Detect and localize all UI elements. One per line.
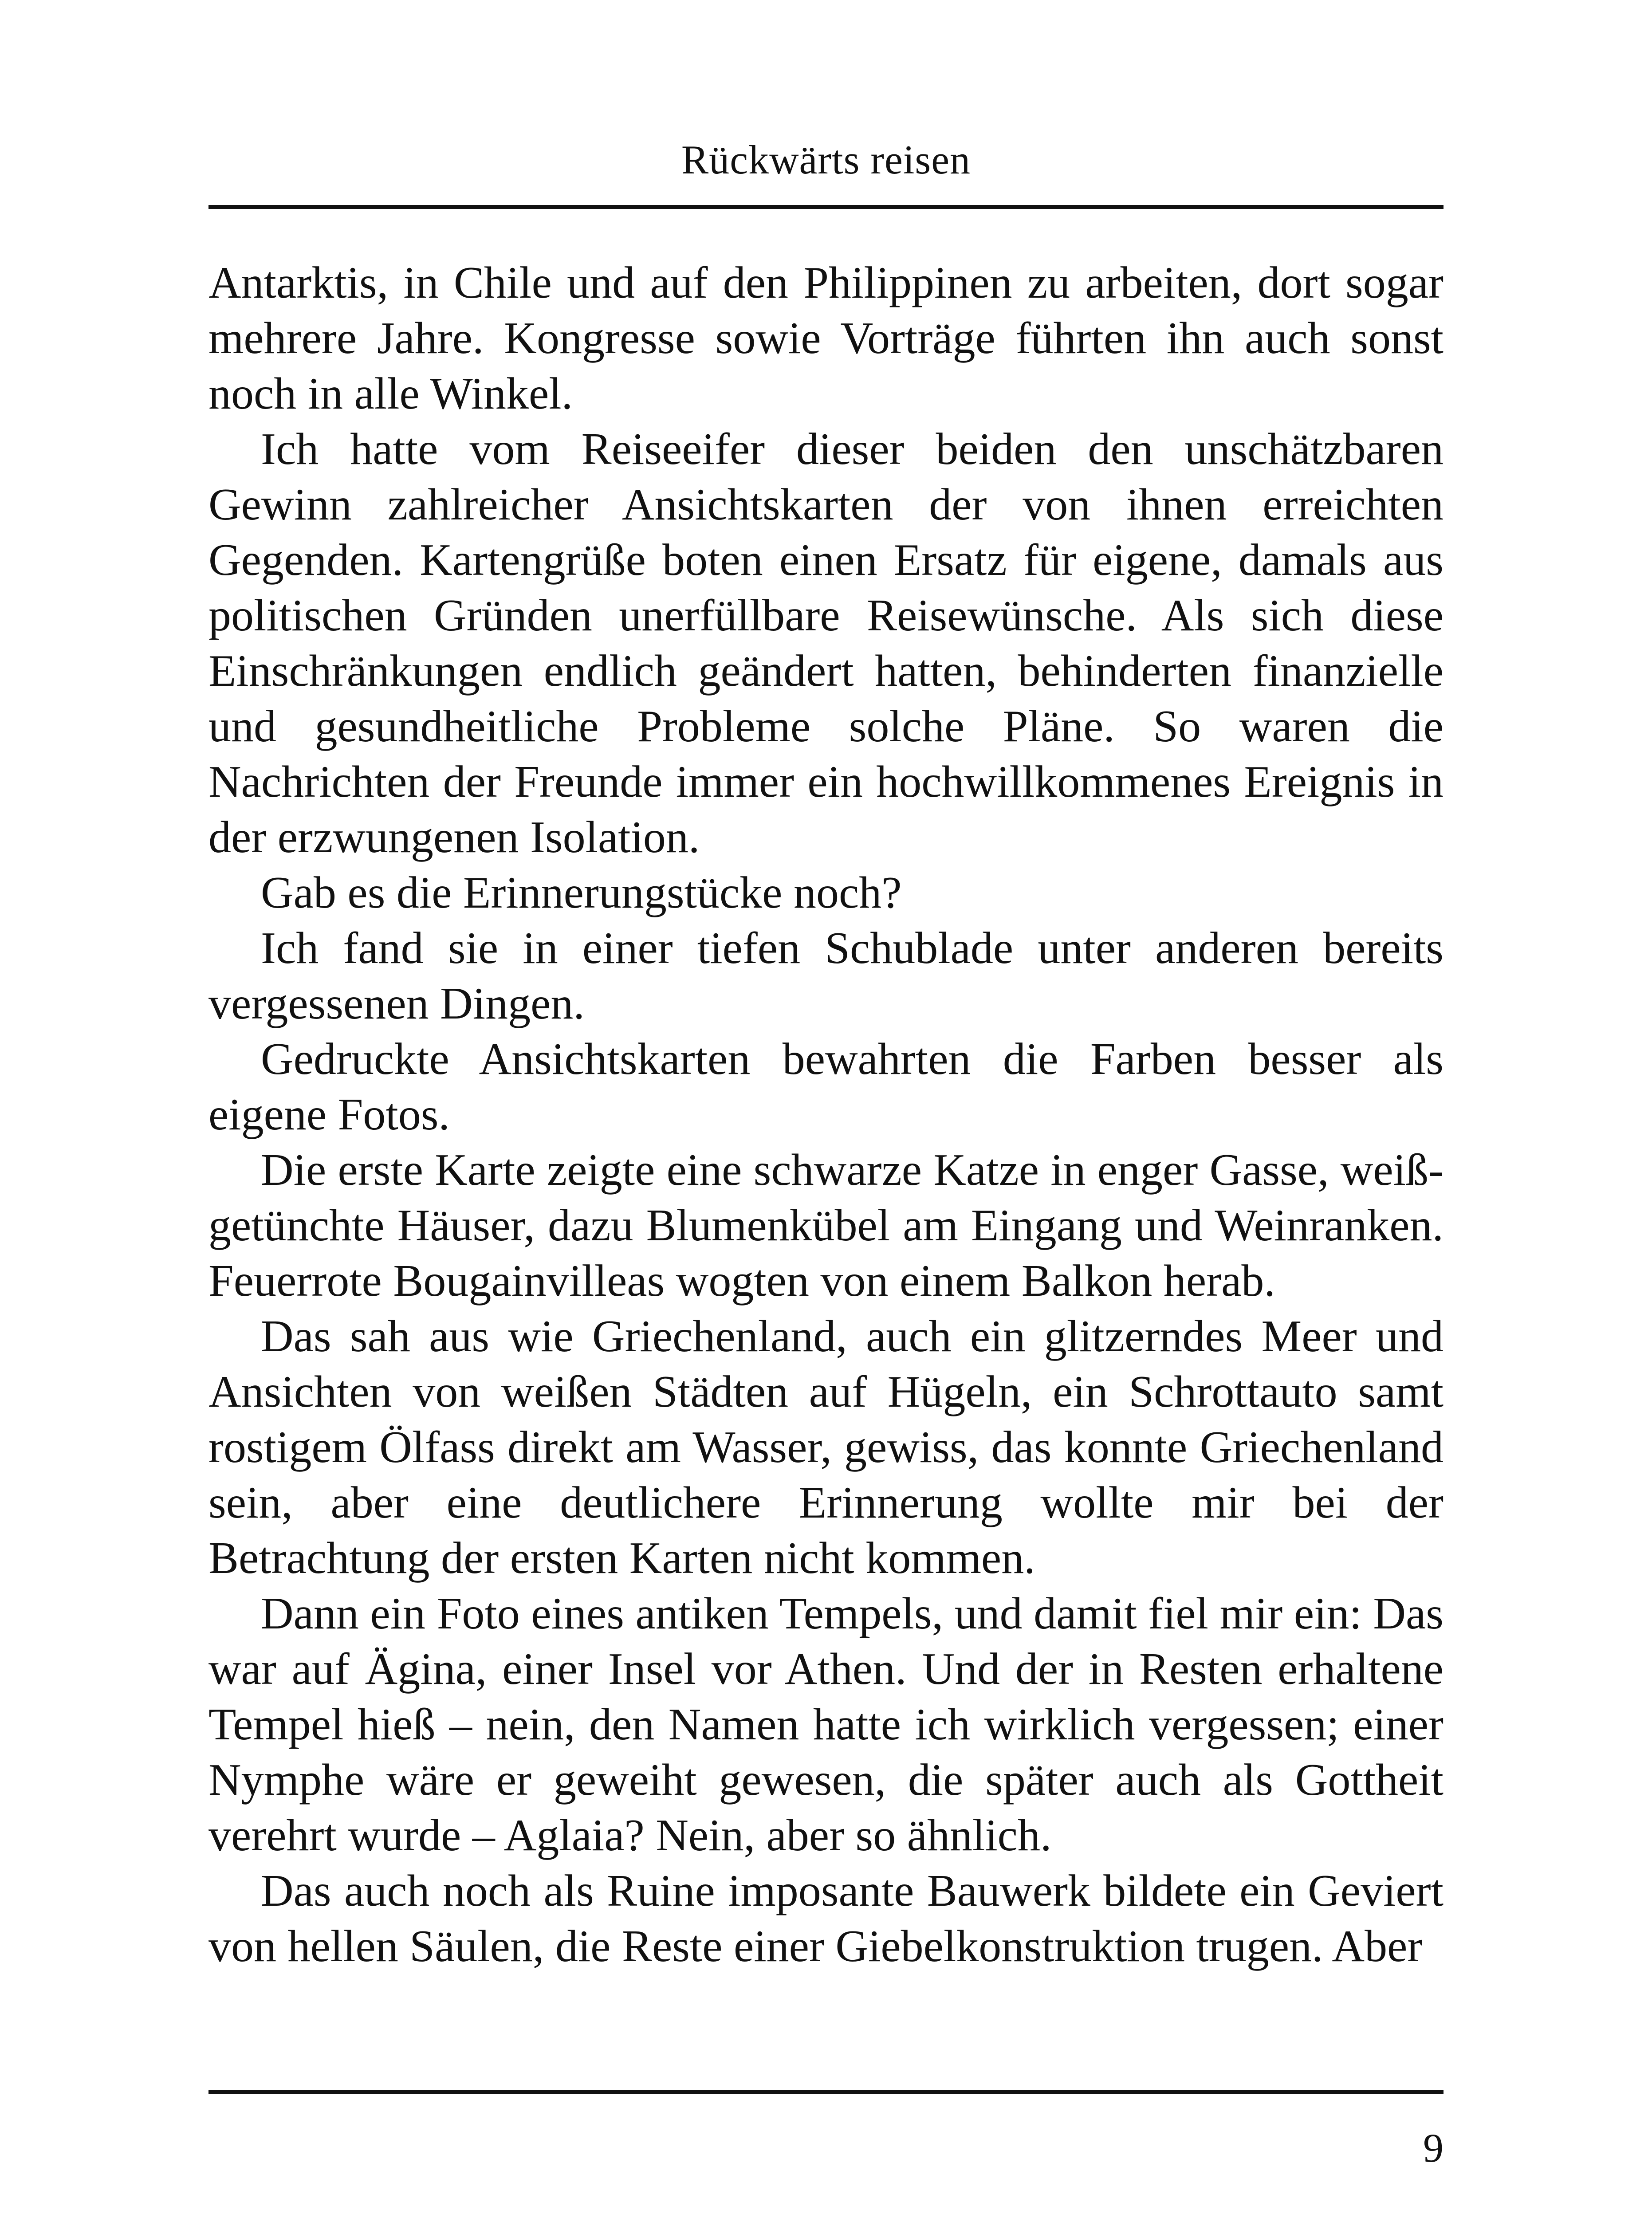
- page-number: 9: [1423, 2125, 1444, 2171]
- paragraph: Gedruckte Ansichtskarten bewahrten die Farben besser als eigene Fotos.: [208, 1034, 1444, 1140]
- paragraph: Die erste Karte zeigte eine schwarze Katze in enger Gasse, weißgetünchte Häuser, dazu Blumenkübel am Eingang und Weinranken. Feuerrote Bougainvilleas wogten von einem Balkon herab.: [208, 1145, 1444, 1306]
- header-rule: [208, 205, 1444, 209]
- paragraph: Das auch noch als Ruine imposante Bauwerk bildete ein Geviert von hellen Säulen, die Reste einer Giebelkonstruktion trugen. Aber: [208, 1866, 1444, 1971]
- paragraph: Gab es die Erinnerungstücke noch?: [261, 868, 902, 918]
- paragraph: Ich hatte vom Reiseeifer dieser beiden den unschätzbaren Gewinn zahlreicher Ansichtskarten der von ihnen erreichten Gegenden. Kartengrüße boten einen Ersatz für eigene, damals aus politischen Gründen unerfüllbare Reisewünsche. Als sich diese Einschränkungen endlich geändert hatten, behinderten finanzielle und gesundheitliche Probleme solche Pläne. So waren die Nachrichten der Freunde immer ein hochwillkommenes Ereignis in der erzwungenen Isolation.: [208, 424, 1444, 862]
- paragraph: Ich fand sie in einer tiefen Schublade unter anderen bereits vergessenen Dingen.: [208, 923, 1444, 1029]
- body-text: [208, 255, 1444, 1974]
- paragraph: Dann ein Foto eines antiken Tempels, und damit fiel mir ein: Das war auf Ägina, einer Insel vor Athen. Und der in Resten erhaltene Tempel hieß – nein, den Namen hatte ich wirklich vergessen; einer Nymphe wäre er geweiht gewesen, die später auch als Gottheit verehrt wurde – Aglaia? Nein, aber so ähnlich.: [208, 1589, 1444, 1860]
- paragraph: Das sah aus wie Griechenland, auch ein glitzerndes Meer und Ansichten von weißen Städten auf Hügeln, ein Schrottauto samt rostigem Ölfass direkt am Wasser, gewiss, das konnte Griechenland sein, aber eine deutlichere Erinnerung wollte mir bei der Betrachtung der ersten Karten nicht kommen.: [208, 1311, 1444, 1583]
- paragraph: Antarktis, in Chile und auf den Philippinen zu arbeiten, dort sogar mehrere Jahre. Kongresse sowie Vorträge führten ihn auch sonst noch in alle Winkel.: [208, 258, 1444, 419]
- running-head: Rückwärts reisen: [681, 137, 971, 182]
- footer-rule: [208, 2090, 1444, 2094]
